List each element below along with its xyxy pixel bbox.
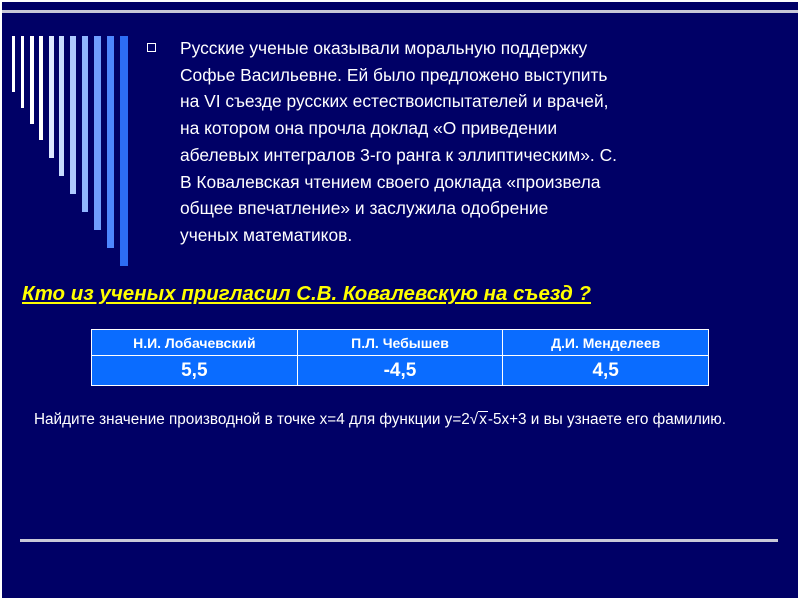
answers-table: [91, 329, 709, 386]
decorative-bars: [12, 36, 137, 266]
task-radicand: x: [479, 411, 487, 428]
value-lobachevsky: 5,5: [92, 356, 298, 386]
decorative-bar: [30, 36, 34, 124]
task-suffix: -5x+3 и вы узнаете его фамилию.: [487, 411, 727, 428]
decorative-bar: [49, 36, 54, 158]
decorative-bar: [59, 36, 64, 176]
top-divider: [2, 10, 798, 13]
value-chebyshev: -4,5: [297, 356, 503, 386]
bullet-icon: [147, 43, 156, 52]
sqrt-icon: √: [469, 411, 479, 428]
question-heading: Кто из ученых пригласил С.В. Ковалевскую на съезд ?: [22, 282, 591, 305]
table-row: [92, 356, 709, 386]
header-mendeleev: Д.И. Менделеев: [503, 330, 709, 356]
bottom-divider: [20, 539, 778, 542]
task-prefix: Найдите значение производной в точке x=4 для функции y=2: [34, 411, 470, 428]
decorative-bar: [120, 36, 128, 266]
decorative-bar: [70, 36, 76, 194]
intro-paragraph: Русские ученые оказывали моральную поддержку Софье Васильевне. Ей было предложено выступить на VI съезде русских естествоиспытателей и врачей, на котором она прочла доклад «О приведении абелевых интегралов 3-го ранга к эллиптическим». С. В Ковалевская чтением своего доклада «произвела общее впечатление» и заслужила одобрение ученых математиков.: [180, 38, 617, 245]
decorative-bar: [94, 36, 101, 230]
header-lobachevsky: Н.И. Лобачевский: [92, 330, 298, 356]
task-text: [34, 409, 754, 431]
table-header-row: [92, 330, 709, 356]
decorative-bar: [82, 36, 88, 212]
decorative-bar: [21, 36, 24, 108]
slide-panel: [2, 2, 798, 598]
value-mendeleev: 4,5: [503, 356, 709, 386]
decorative-bar: [107, 36, 114, 248]
decorative-bar: [39, 36, 43, 140]
header-chebyshev: П.Л. Чебышев: [297, 330, 503, 356]
decorative-bar: [12, 36, 15, 92]
